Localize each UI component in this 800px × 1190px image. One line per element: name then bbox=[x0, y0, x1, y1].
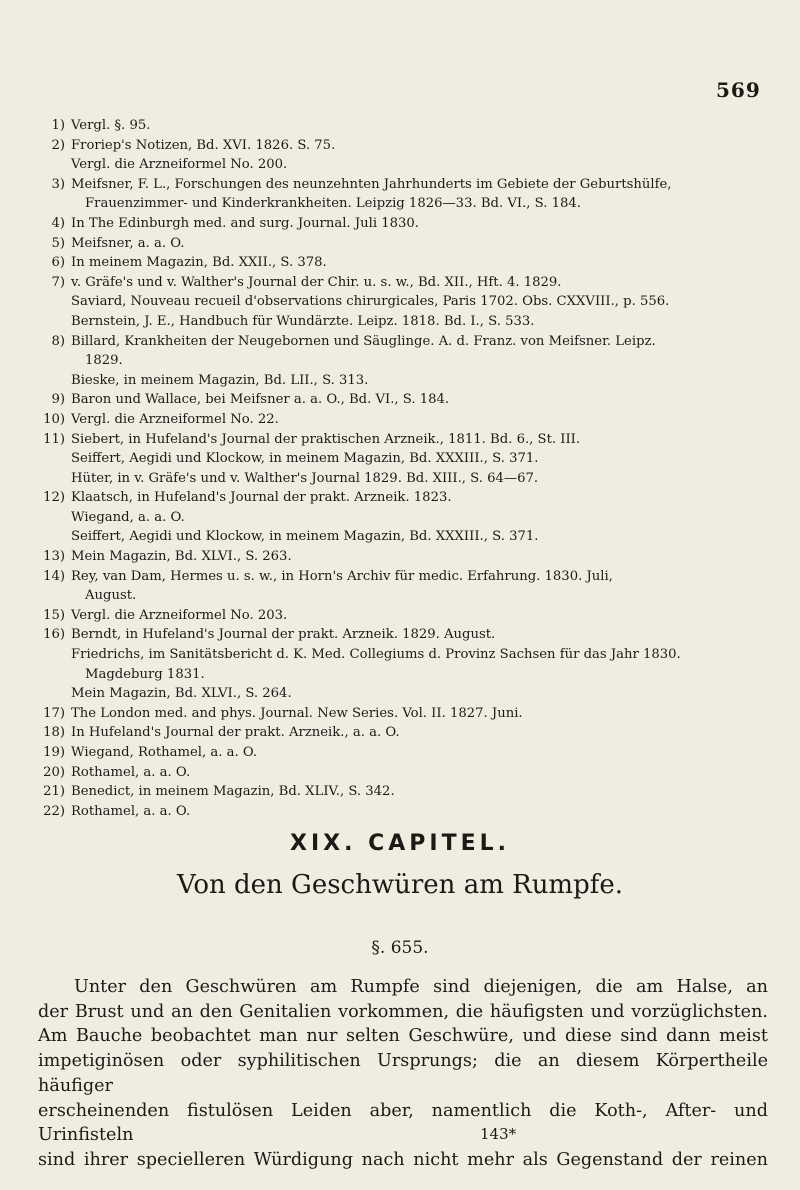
footnote-number: 1) bbox=[51, 118, 65, 133]
footnote-text bbox=[71, 488, 773, 547]
footnote-text bbox=[71, 723, 773, 743]
footnote-item bbox=[38, 253, 773, 273]
footnote-item bbox=[38, 430, 773, 489]
footnote-number: 13) bbox=[43, 549, 65, 565]
footnote-line: Vergl. die Arzneiformel No. 203. bbox=[71, 607, 288, 623]
footnote-line: In Hufeland's Journal der prakt. Arzneik., a. a. O. bbox=[71, 725, 400, 741]
footnote-number: 3) bbox=[51, 176, 65, 192]
body-paragraph bbox=[38, 975, 768, 1173]
footnote-text bbox=[71, 273, 773, 332]
footnote-item bbox=[38, 723, 773, 743]
footnote-item bbox=[38, 116, 773, 136]
footnote-number: 18) bbox=[43, 725, 65, 741]
footnote-line: 1829. bbox=[85, 353, 123, 369]
footnote-text bbox=[71, 390, 773, 410]
footnote-line: Frauenzimmer- und Kinderkrankheiten. Leipzig 1826—33. Bd. VI., S. 184. bbox=[85, 196, 581, 212]
footnote-text bbox=[71, 116, 773, 136]
footnote-number: 7) bbox=[51, 274, 65, 290]
footnote-number: 22) bbox=[43, 803, 65, 819]
body-line: Unter den Geschwüren am Rumpfe sind diejenigen, die am Halse, an bbox=[74, 977, 768, 997]
footnote-item bbox=[38, 802, 773, 822]
footnote-line: Vergl. die Arzneiformel No. 22. bbox=[71, 411, 279, 427]
footnote-number: 15) bbox=[43, 607, 65, 623]
footnote-number: 12) bbox=[43, 490, 65, 506]
footnote-number: 19) bbox=[43, 745, 65, 760]
footnote-line: Froriep's Notizen, Bd. XVI. 1826. S. 75. bbox=[71, 137, 336, 153]
signature-mark: 143* bbox=[480, 1125, 517, 1143]
footnote-line: Wiegand, Rothamel, a. a. O. bbox=[71, 745, 258, 760]
footnote-text bbox=[71, 704, 773, 724]
footnote-text bbox=[71, 547, 773, 567]
footnote-line: In The Edinburgh med. and surg. Journal. Juli 1830. bbox=[71, 215, 419, 231]
body-line: erscheinenden fistulösen Leiden aber, namentlich die Koth-, After- und Urinfisteln bbox=[38, 1100, 768, 1146]
footnotes-list bbox=[38, 116, 773, 821]
footnote-line: The London med. and phys. Journal. New Series. Vol. II. 1827. Juni. bbox=[71, 705, 523, 721]
footnote-line: Bernstein, J. E., Handbuch für Wundärzte. Leipz. 1818. Bd. I., S. 533. bbox=[71, 313, 535, 329]
footnote-item bbox=[38, 488, 773, 547]
footnote-line: Seiffert, Aegidi und Klockow, in meinem Magazin, Bd. XXXIII., S. 371. bbox=[71, 529, 539, 545]
footnote-line: Friedrichs, im Sanitätsbericht d. K. Med. Collegiums d. Provinz Sachsen für das Jahr 1830. bbox=[71, 647, 681, 663]
footnote-line: Seiffert, Aegidi und Klockow, in meinem Magazin, Bd. XXXIII., S. 371. bbox=[71, 451, 539, 467]
footnote-line: Magdeburg 1831. bbox=[85, 666, 205, 682]
footnote-text bbox=[71, 567, 773, 606]
footnote-number: 2) bbox=[51, 137, 65, 153]
footnote-number: 17) bbox=[43, 705, 65, 721]
footnote-item bbox=[38, 273, 773, 332]
footnote-text bbox=[71, 136, 773, 175]
footnote-number: 8) bbox=[51, 333, 65, 349]
footnote-line: Benedict, in meinem Magazin, Bd. XLIV., S. 342. bbox=[71, 784, 395, 800]
footnote-line: Siebert, in Hufeland's Journal der praktischen Arzneik., 1811. Bd. 6., St. III. bbox=[71, 431, 581, 447]
footnote-line: Mein Magazin, Bd. XLVI., S. 264. bbox=[71, 686, 292, 702]
footnote-text bbox=[71, 332, 773, 391]
footnote-item bbox=[38, 782, 773, 802]
footnote-number: 6) bbox=[51, 255, 65, 271]
footnote-line: Klaatsch, in Hufeland's Journal der prakt. Arzneik. 1823. bbox=[71, 490, 452, 506]
footnote-item bbox=[38, 763, 773, 783]
footnote-line: Bieske, in meinem Magazin, Bd. LII., S. 313. bbox=[71, 372, 369, 388]
footnote-line: Wiegand, a. a. O. bbox=[71, 509, 185, 525]
footnote-item bbox=[38, 625, 773, 703]
footnote-item bbox=[38, 704, 773, 724]
footnote-line: Rey, van Dam, Hermes u. s. w., in Horn's Archiv für medic. Erfahrung. 1830. Juli, bbox=[71, 568, 613, 584]
footnote-item bbox=[38, 567, 773, 606]
chapter-title: Von den Geschwüren am Rumpfe. bbox=[176, 870, 624, 900]
footnote-line: Vergl. §. 95. bbox=[71, 118, 151, 133]
footnote-line: Meifsner, a. a. O. bbox=[71, 235, 185, 251]
footnote-line: Hüter, in v. Gräfe's und v. Walther's Journal 1829. Bd. XIII., S. 64—67. bbox=[71, 470, 539, 486]
footnote-number: 14) bbox=[43, 568, 65, 584]
footnote-line: In meinem Magazin, Bd. XXII., S. 378. bbox=[71, 255, 327, 271]
footnote-line: Berndt, in Hufeland's Journal der prakt. Arzneik. 1829. August. bbox=[71, 627, 496, 643]
footnote-number: 5) bbox=[51, 235, 65, 251]
footnote-text bbox=[71, 253, 773, 273]
footnote-number: 10) bbox=[43, 411, 65, 427]
footnote-text bbox=[71, 410, 773, 430]
footnote-line: Billard, Krankheiten der Neugebornen und Säuglinge. A. d. Franz. von Meifsner. Leipz. bbox=[71, 333, 656, 349]
footnote-item bbox=[38, 410, 773, 430]
footnote-text bbox=[71, 214, 773, 234]
footnote-number: 20) bbox=[43, 764, 65, 780]
footnote-item bbox=[38, 390, 773, 410]
footnote-number: 4) bbox=[51, 215, 65, 231]
footnote-text bbox=[71, 802, 773, 822]
footnote-line: Saviard, Nouveau recueil d'observations chirurgicales, Paris 1702. Obs. CXXVIII., p. 556. bbox=[71, 294, 670, 310]
page-number: 569 bbox=[716, 78, 761, 102]
footnote-text bbox=[71, 743, 773, 763]
footnote-item bbox=[38, 234, 773, 254]
footnote-line: Vergl. die Arzneiformel No. 200. bbox=[71, 157, 288, 173]
footnote-text bbox=[71, 625, 773, 703]
footnote-text bbox=[71, 782, 773, 802]
footnote-item bbox=[38, 332, 773, 391]
footnote-line: Mein Magazin, Bd. XLVI., S. 263. bbox=[71, 549, 292, 565]
footnote-line: Meifsner, F. L., Forschungen des neunzehnten Jahrhunderts im Gebiete der Geburtshülfe, bbox=[71, 176, 672, 192]
footnote-text bbox=[71, 234, 773, 254]
footnote-line: Rothamel, a. a. O. bbox=[71, 764, 191, 780]
footnote-line: v. Gräfe's und v. Walther's Journal der Chir. u. s. w., Bd. XII., Hft. 4. 1829. bbox=[71, 274, 562, 290]
chapter-heading: XIX. CAPITEL. bbox=[289, 831, 511, 856]
body-line: der Brust und an den Genitalien vorkommen, die häufigsten und vorzüglichsten. bbox=[38, 1001, 768, 1022]
body-line: impetiginösen oder syphilitischen Ursprungs; die an diesem Körpertheile häufiger bbox=[38, 1051, 768, 1096]
footnote-number: 11) bbox=[43, 431, 65, 447]
body-line: sind ihrer specielleren Würdigung nach nicht mehr als Gegenstand der reinen bbox=[38, 1149, 768, 1170]
footnote-item bbox=[38, 743, 773, 763]
body-line: Am Bauche beobachtet man nur selten Geschwüre, und diese sind dann meist bbox=[38, 1026, 768, 1047]
footnote-line: Rothamel, a. a. O. bbox=[71, 803, 191, 819]
footnote-item bbox=[38, 214, 773, 234]
footnote-item bbox=[38, 547, 773, 567]
footnote-text bbox=[71, 175, 773, 214]
footnote-text bbox=[71, 606, 773, 626]
footnote-number: 21) bbox=[43, 784, 65, 800]
footnote-item bbox=[38, 175, 773, 214]
section-number: §. 655. bbox=[371, 938, 429, 958]
footnote-text bbox=[71, 430, 773, 489]
footnote-number: 16) bbox=[43, 627, 65, 643]
footnote-line: Baron und Wallace, bei Meifsner a. a. O., Bd. VI., S. 184. bbox=[71, 392, 450, 408]
footnote-item bbox=[38, 136, 773, 175]
footnote-item bbox=[38, 606, 773, 626]
footnote-number: 9) bbox=[51, 392, 65, 408]
footnote-text bbox=[71, 763, 773, 783]
footnote-line: August. bbox=[85, 588, 137, 604]
